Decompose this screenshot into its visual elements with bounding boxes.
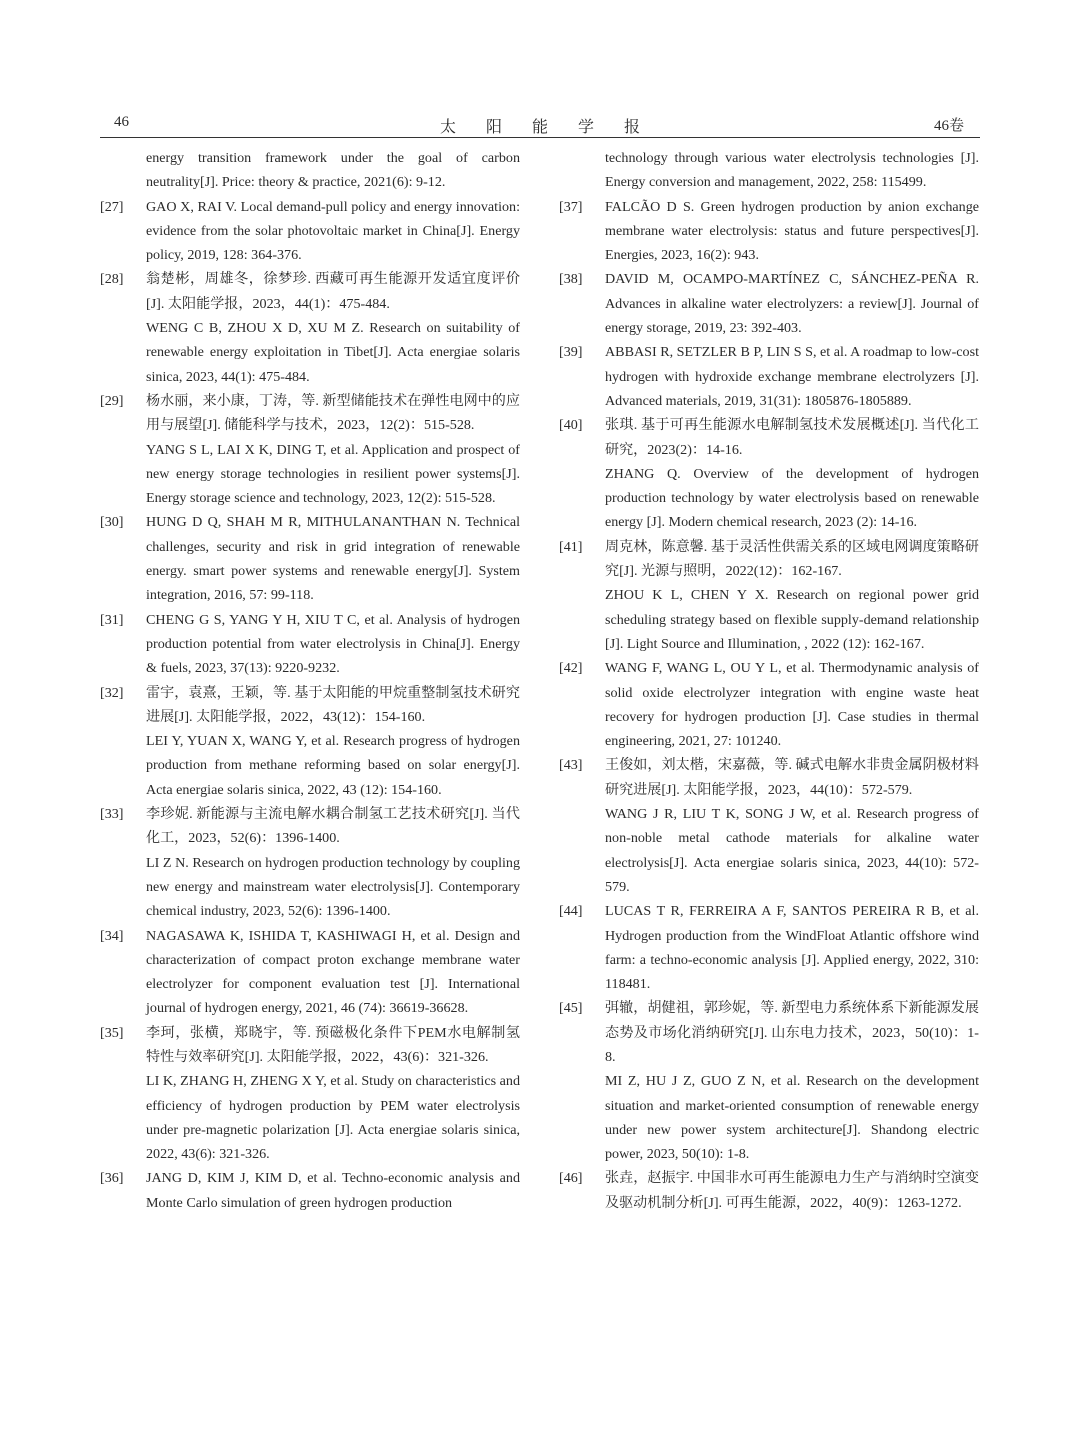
reference-text: LI K, ZHANG H, ZHENG X Y, et al. Study on characteristics and efficiency of hydrogen production by PEM water electrolysis under pre-magnetic polarization [J]. Acta energiae solaris sinica, 2022, 43(6): 321-326. bbox=[146, 1073, 520, 1163]
journal-title: 太阳能学报 bbox=[439, 119, 670, 136]
reference-column-right bbox=[559, 146, 979, 1215]
reference-text: 弭辙，胡健祖，郭珍妮，等. 新型电力系统体系下新能源发展态势及市场化消纳研究[J]. 山东电力技术，2023，50(10)：1-8. bbox=[605, 1000, 979, 1065]
reference-entry bbox=[559, 753, 979, 899]
reference-entry bbox=[559, 656, 979, 753]
reference-text: FALCÃO D S. Green hydrogen production by anion exchange membrane water electrolysis: status and future perspectives[J]. Energies, 2023, 16(2): 943. bbox=[605, 198, 979, 264]
reference-text: 王俊如，刘太楷，宋嘉薇，等. 碱式电解水非贵金属阴极材料研究进展[J]. 太阳能学报，2023，44(10)：572-579. bbox=[605, 757, 979, 798]
reference-entry bbox=[559, 535, 979, 656]
reference-number: [39] bbox=[559, 344, 583, 361]
reference-text: CHENG G S, YANG Y H, XIU T C, et al. Analysis of hydrogen production potential from water electrolysis in China[J]. Energy & fuels, 2023, 37(13): 9220-9232. bbox=[146, 611, 520, 677]
reference-text: HUNG D Q, SHAH M R, MITHULANANTHAN N. Technical challenges, security and risk in grid integration of renewable energy. smart power systems and renewable energy[J]. System integration, 2016, 57: 99-118. bbox=[146, 514, 520, 604]
reference-number: [41] bbox=[559, 538, 583, 555]
reference-number: [30] bbox=[100, 514, 124, 531]
running-header bbox=[100, 114, 980, 138]
reference-number: [33] bbox=[100, 806, 124, 823]
reference-text: energy transition framework under the goal of carbon neutrality[J]. Price: theory & practice, 2021(6): 9-12. bbox=[146, 150, 520, 191]
reference-text: 李珍妮. 新能源与主流电解水耦合制氢工艺技术研究[J]. 当代化工，2023，52(6)：1396-1400. bbox=[146, 806, 520, 847]
reference-column-left bbox=[100, 146, 520, 1215]
reference-text: ABBASI R, SETZLER B P, LIN S S, et al. A roadmap to low-cost hydrogen with hydroxide exchange membrane electrolyzers [J]. Advanced materials, 2019, 31(31): 1805876-1805889. bbox=[605, 344, 979, 409]
reference-text: DAVID M, OCAMPO-MARTÍNEZ C, SÁNCHEZ-PEÑA R. Advances in alkaline water electrolyzers: a review[J]. Journal of energy storage, 2019, 23: 392-403. bbox=[605, 271, 979, 337]
reference-text: LUCAS T R, FERREIRA A F, SANTOS PEREIRA R B, et al. Hydrogen production from the WindFloat Atlantic offshore wind farm: a techno-economic analysis [J]. Applied energy, 2022, 310: 118481. bbox=[605, 903, 979, 993]
reference-number: [34] bbox=[100, 927, 124, 944]
reference-number: [38] bbox=[559, 271, 583, 288]
reference-number: [29] bbox=[100, 392, 124, 409]
reference-text: MI Z, HU J Z, GUO Z N, et al. Research on the development situation and market-oriented consumption of renewable energy under new power system architecture[J]. Shandong electric power, 2023, 50(10): 1-8. bbox=[605, 1073, 979, 1163]
reference-entry bbox=[559, 1166, 979, 1215]
reference-text: NAGASAWA K, ISHIDA T, KASHIWAGI H, et al. Design and characterization of compact proton exchange membrane water electrolyzer for component evaluation test [J]. International journal of hydrogen energy, 2021, 46 (74): 36619-36628. bbox=[146, 927, 520, 1017]
reference-number: [45] bbox=[559, 1000, 583, 1017]
reference-text: WANG F, WANG L, OU Y L, et al. Thermodynamic analysis of solid oxide electrolyzer integration with engine waste heat recovery for hydrogen production [J]. Case studies in thermal engineering, 2021, 27: 101240. bbox=[605, 660, 979, 750]
reference-text: ZHOU K L, CHEN Y X. Research on regional power grid scheduling strategy based on flexible supply-demand relationship [J]. Light Source and Illumination, , 2022 (12): 162-167. bbox=[605, 587, 979, 652]
reference-entry bbox=[559, 899, 979, 996]
reference-text: WANG J R, LIU T K, SONG J W, et al. Research progress of non-noble metal cathode materials for alkaline water electrolysis[J]. Acta energiae solaris sinica, 2023, 44(10): 572-579. bbox=[605, 806, 979, 895]
reference-entry bbox=[100, 802, 520, 923]
reference-entry bbox=[559, 340, 979, 413]
reference-number: [27] bbox=[100, 198, 124, 215]
reference-text: 翁楚彬，周雄冬，徐梦珍. 西藏可再生能源开发适宜度评价[J]. 太阳能学报，2023，44(1)：475-484. bbox=[146, 271, 520, 312]
reference-text: 张琪. 基于可再生能源水电解制氢技术发展概述[J]. 当代化工研究，2023(2)：14-16. bbox=[605, 417, 979, 458]
reference-text: 雷宇，袁熹，王颖，等. 基于太阳能的甲烷重整制氢技术研究进展[J]. 太阳能学报，2022，43(12)：154-160. bbox=[146, 684, 520, 725]
reference-entry bbox=[100, 1021, 520, 1167]
reference-number: [37] bbox=[559, 198, 583, 215]
reference-text: ZHANG Q. Overview of the development of hydrogen production technology by water electrolysis based on renewable energy [J]. Modern chemical research, 2023 (2): 14-16. bbox=[605, 465, 979, 531]
reference-number: [32] bbox=[100, 684, 124, 701]
reference-text: LI Z N. Research on hydrogen production technology by coupling new energy and mainstream water electrolysis[J]. Contemporary chemical industry, 2023, 52(6): 1396-1400. bbox=[146, 854, 520, 920]
reference-number: [42] bbox=[559, 660, 583, 677]
reference-entry bbox=[100, 195, 520, 268]
reference-entry bbox=[559, 195, 979, 268]
reference-entry bbox=[100, 608, 520, 681]
reference-number: [40] bbox=[559, 417, 583, 434]
reference-text: WENG C B, ZHOU X D, XU M Z. Research on suitability of renewable energy exploitation in Tibet[J]. Acta energiae solaris sinica, 2023, 44(1): 475-484. bbox=[146, 320, 520, 385]
page-number: 46 bbox=[114, 114, 129, 130]
reference-entry bbox=[559, 996, 979, 1166]
reference-number: [36] bbox=[100, 1170, 124, 1187]
reference-text: 李珂，张横，郑晓宇，等. 预磁极化条件下PEM水电解制氢特性与效率研究[J]. 太阳能学报，2022，43(6)：321-326. bbox=[146, 1024, 520, 1065]
reference-entry bbox=[100, 389, 520, 510]
reference-text: YANG S L, LAI X K, DING T, et al. Application and prospect of new energy storage technologies in resilient power systems[J]. Energy storage science and technology, 2023, 12(2): 515-528. bbox=[146, 441, 520, 507]
reference-text: 张垚，赵振宇. 中国非水可再生能源电力生产与消纳时空演变及驱动机制分析[J]. 可再生能源，2022，40(9)：1263-1272. bbox=[605, 1170, 979, 1211]
reference-entry bbox=[100, 146, 520, 195]
header-rule bbox=[100, 137, 980, 138]
reference-text: 杨水丽，来小康，丁涛，等. 新型储能技术在弹性电网中的应用与展望[J]. 储能科学与技术，2023，12(2)：515-528. bbox=[146, 392, 520, 434]
reference-entry bbox=[100, 924, 520, 1021]
reference-text: JANG D, KIM J, KIM D, et al. Techno-economic analysis and Monte Carlo simulation of green hydrogen production bbox=[146, 1170, 520, 1211]
reference-text: LEI Y, YUAN X, WANG Y, et al. Research progress of hydrogen production from methane reforming based on solar energy[J]. Acta energiae solaris sinica, 2022, 43 (12): 154-160. bbox=[146, 733, 520, 798]
reference-entry bbox=[100, 267, 520, 388]
volume-label: 46卷 bbox=[933, 118, 964, 134]
reference-entry bbox=[100, 681, 520, 802]
reference-number: [44] bbox=[559, 903, 583, 920]
reference-text: technology through various water electrolysis technologies [J]. Energy conversion and management, 2022, 258: 115499. bbox=[605, 150, 979, 191]
reference-entry bbox=[559, 146, 979, 195]
reference-number: [35] bbox=[100, 1024, 124, 1041]
reference-entry bbox=[559, 267, 979, 340]
reference-number: [43] bbox=[559, 757, 583, 774]
reference-text: 周克林，陈意馨. 基于灵活性供需关系的区域电网调度策略研究[J]. 光源与照明，2022(12)：162-167. bbox=[605, 538, 979, 580]
reference-number: [28] bbox=[100, 271, 124, 288]
reference-number: [31] bbox=[100, 611, 124, 628]
reference-text: GAO X, RAI V. Local demand-pull policy and energy innovation: evidence from the solar photovoltaic market in China[J]. Energy policy, 2019, 128: 364-376. bbox=[146, 198, 520, 264]
reference-number: [46] bbox=[559, 1170, 583, 1187]
reference-entry bbox=[100, 1166, 520, 1215]
reference-entry bbox=[559, 413, 979, 534]
reference-entry bbox=[100, 510, 520, 607]
